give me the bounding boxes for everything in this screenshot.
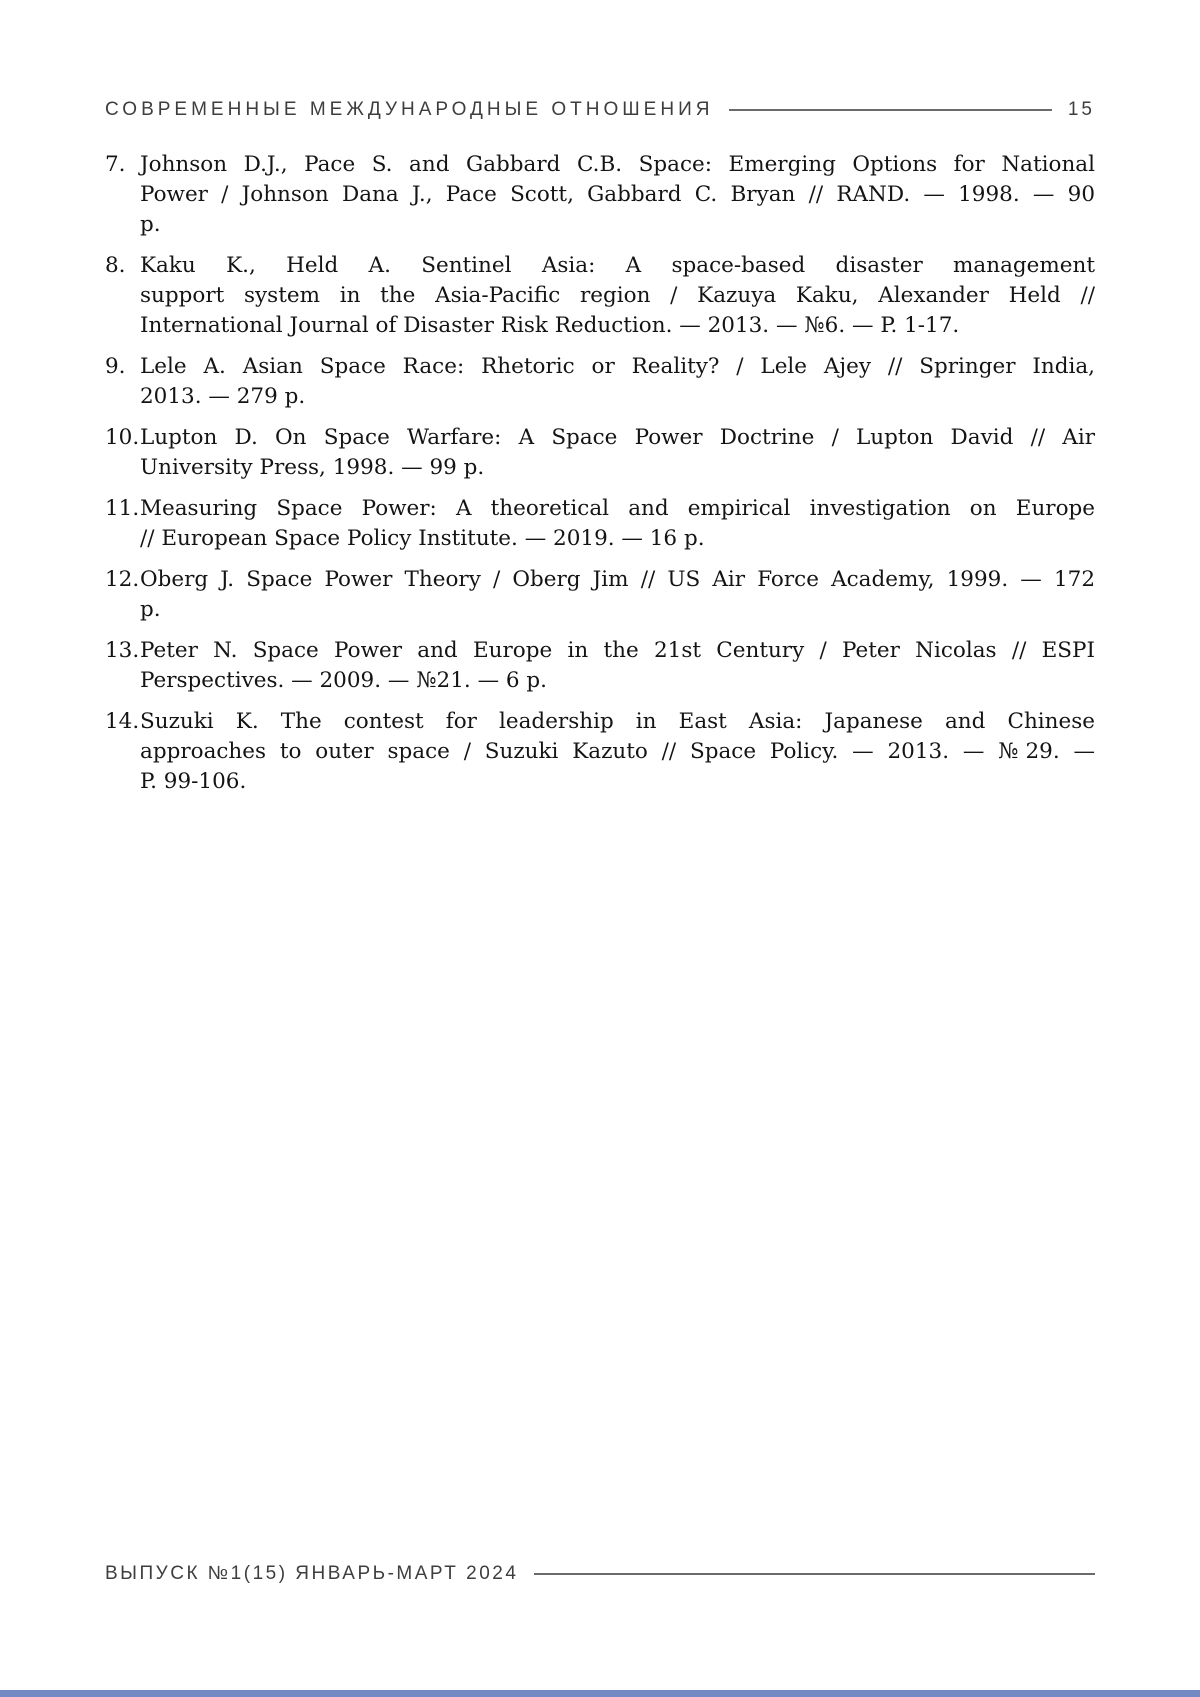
- reference-line: Suzuki K. The contest for leadership in East Asia: Japanese and Chinese: [140, 709, 1095, 734]
- reference-line: Kaku K., Held A. Sentinel Asia: A space-based disaster management: [140, 253, 1095, 278]
- reference-line: Johnson D.J., Pace S. and Gabbard C.B. Space: Emerging Options for National: [140, 152, 1095, 177]
- reference-line: International Journal of Disaster Risk Reduction. — 2013. — №6. — P. 1-17.: [140, 313, 960, 338]
- reference-line: P. 99-106.: [140, 769, 247, 794]
- page-footer: [105, 1562, 1095, 1586]
- reference-number: 10.: [105, 425, 140, 450]
- reference-text: [140, 636, 1095, 696]
- reference-item-14: [105, 707, 1095, 797]
- reference-number: 7.: [105, 152, 126, 177]
- reference-line: Oberg J. Space Power Theory / Oberg Jim // US Air Force Academy, 1999. — 172: [140, 567, 1095, 592]
- reference-line: Measuring Space Power: A theoretical and empirical investigation on Europe: [140, 496, 1095, 521]
- reference-item-9: [105, 352, 1095, 412]
- reference-item-12: [105, 565, 1095, 625]
- reference-item-8: [105, 251, 1095, 341]
- page-header: [105, 98, 1095, 122]
- bottom-accent-bar: [0, 1690, 1200, 1697]
- reference-line: p.: [140, 597, 161, 622]
- reference-text: [140, 494, 1095, 554]
- reference-line: // European Space Policy Institute. — 2019. — 16 p.: [140, 526, 705, 551]
- issue-label: ВЫПУСК №1(15) ЯНВАРЬ-МАРТ 2024: [105, 1563, 519, 1584]
- reference-text: [140, 423, 1095, 483]
- reference-line: Lele A. Asian Space Race: Rhetoric or Reality? / Lele Ajey // Springer India,: [140, 354, 1095, 379]
- reference-line: Lupton D. On Space Warfare: A Space Power Doctrine / Lupton David // Air: [140, 425, 1095, 450]
- reference-line: Peter N. Space Power and Europe in the 21st Century / Peter Nicolas // ESPI: [140, 638, 1095, 663]
- reference-text: [140, 707, 1095, 797]
- reference-number: 14.: [105, 709, 140, 734]
- reference-number: 11.: [105, 496, 140, 521]
- reference-text: [140, 352, 1095, 412]
- reference-text: [140, 251, 1095, 341]
- reference-line: support system in the Asia-Pacific region / Kazuya Kaku, Alexander Held //: [140, 283, 1095, 308]
- header-rule: [729, 109, 1051, 111]
- reference-line: p.: [140, 212, 161, 237]
- reference-item-13: [105, 636, 1095, 696]
- reference-number: 12.: [105, 567, 140, 592]
- reference-item-7: [105, 150, 1095, 240]
- journal-title: СОВРЕМЕННЫЕ МЕЖДУНАРОДНЫЕ ОТНОШЕНИЯ: [105, 99, 714, 120]
- footer-rule: [534, 1573, 1095, 1575]
- reference-text: [140, 150, 1095, 240]
- reference-number: 9.: [105, 354, 126, 379]
- reference-line: University Press, 1998. — 99 p.: [140, 455, 485, 480]
- reference-number: 13.: [105, 638, 140, 663]
- reference-text: [140, 565, 1095, 625]
- reference-line: 2013. — 279 p.: [140, 384, 306, 409]
- reference-line: approaches to outer space / Suzuki Kazuto // Space Policy. — 2013. — №29. —: [140, 739, 1095, 764]
- reference-line: Power / Johnson Dana J., Pace Scott, Gabbard C. Bryan // RAND. — 1998. — 90: [140, 182, 1095, 207]
- reference-item-10: [105, 423, 1095, 483]
- page-number: 15: [1067, 99, 1095, 120]
- reference-list: [105, 150, 1095, 808]
- reference-line: Perspectives. — 2009. — №21. — 6 p.: [140, 668, 548, 693]
- reference-number: 8.: [105, 253, 126, 278]
- reference-item-11: [105, 494, 1095, 554]
